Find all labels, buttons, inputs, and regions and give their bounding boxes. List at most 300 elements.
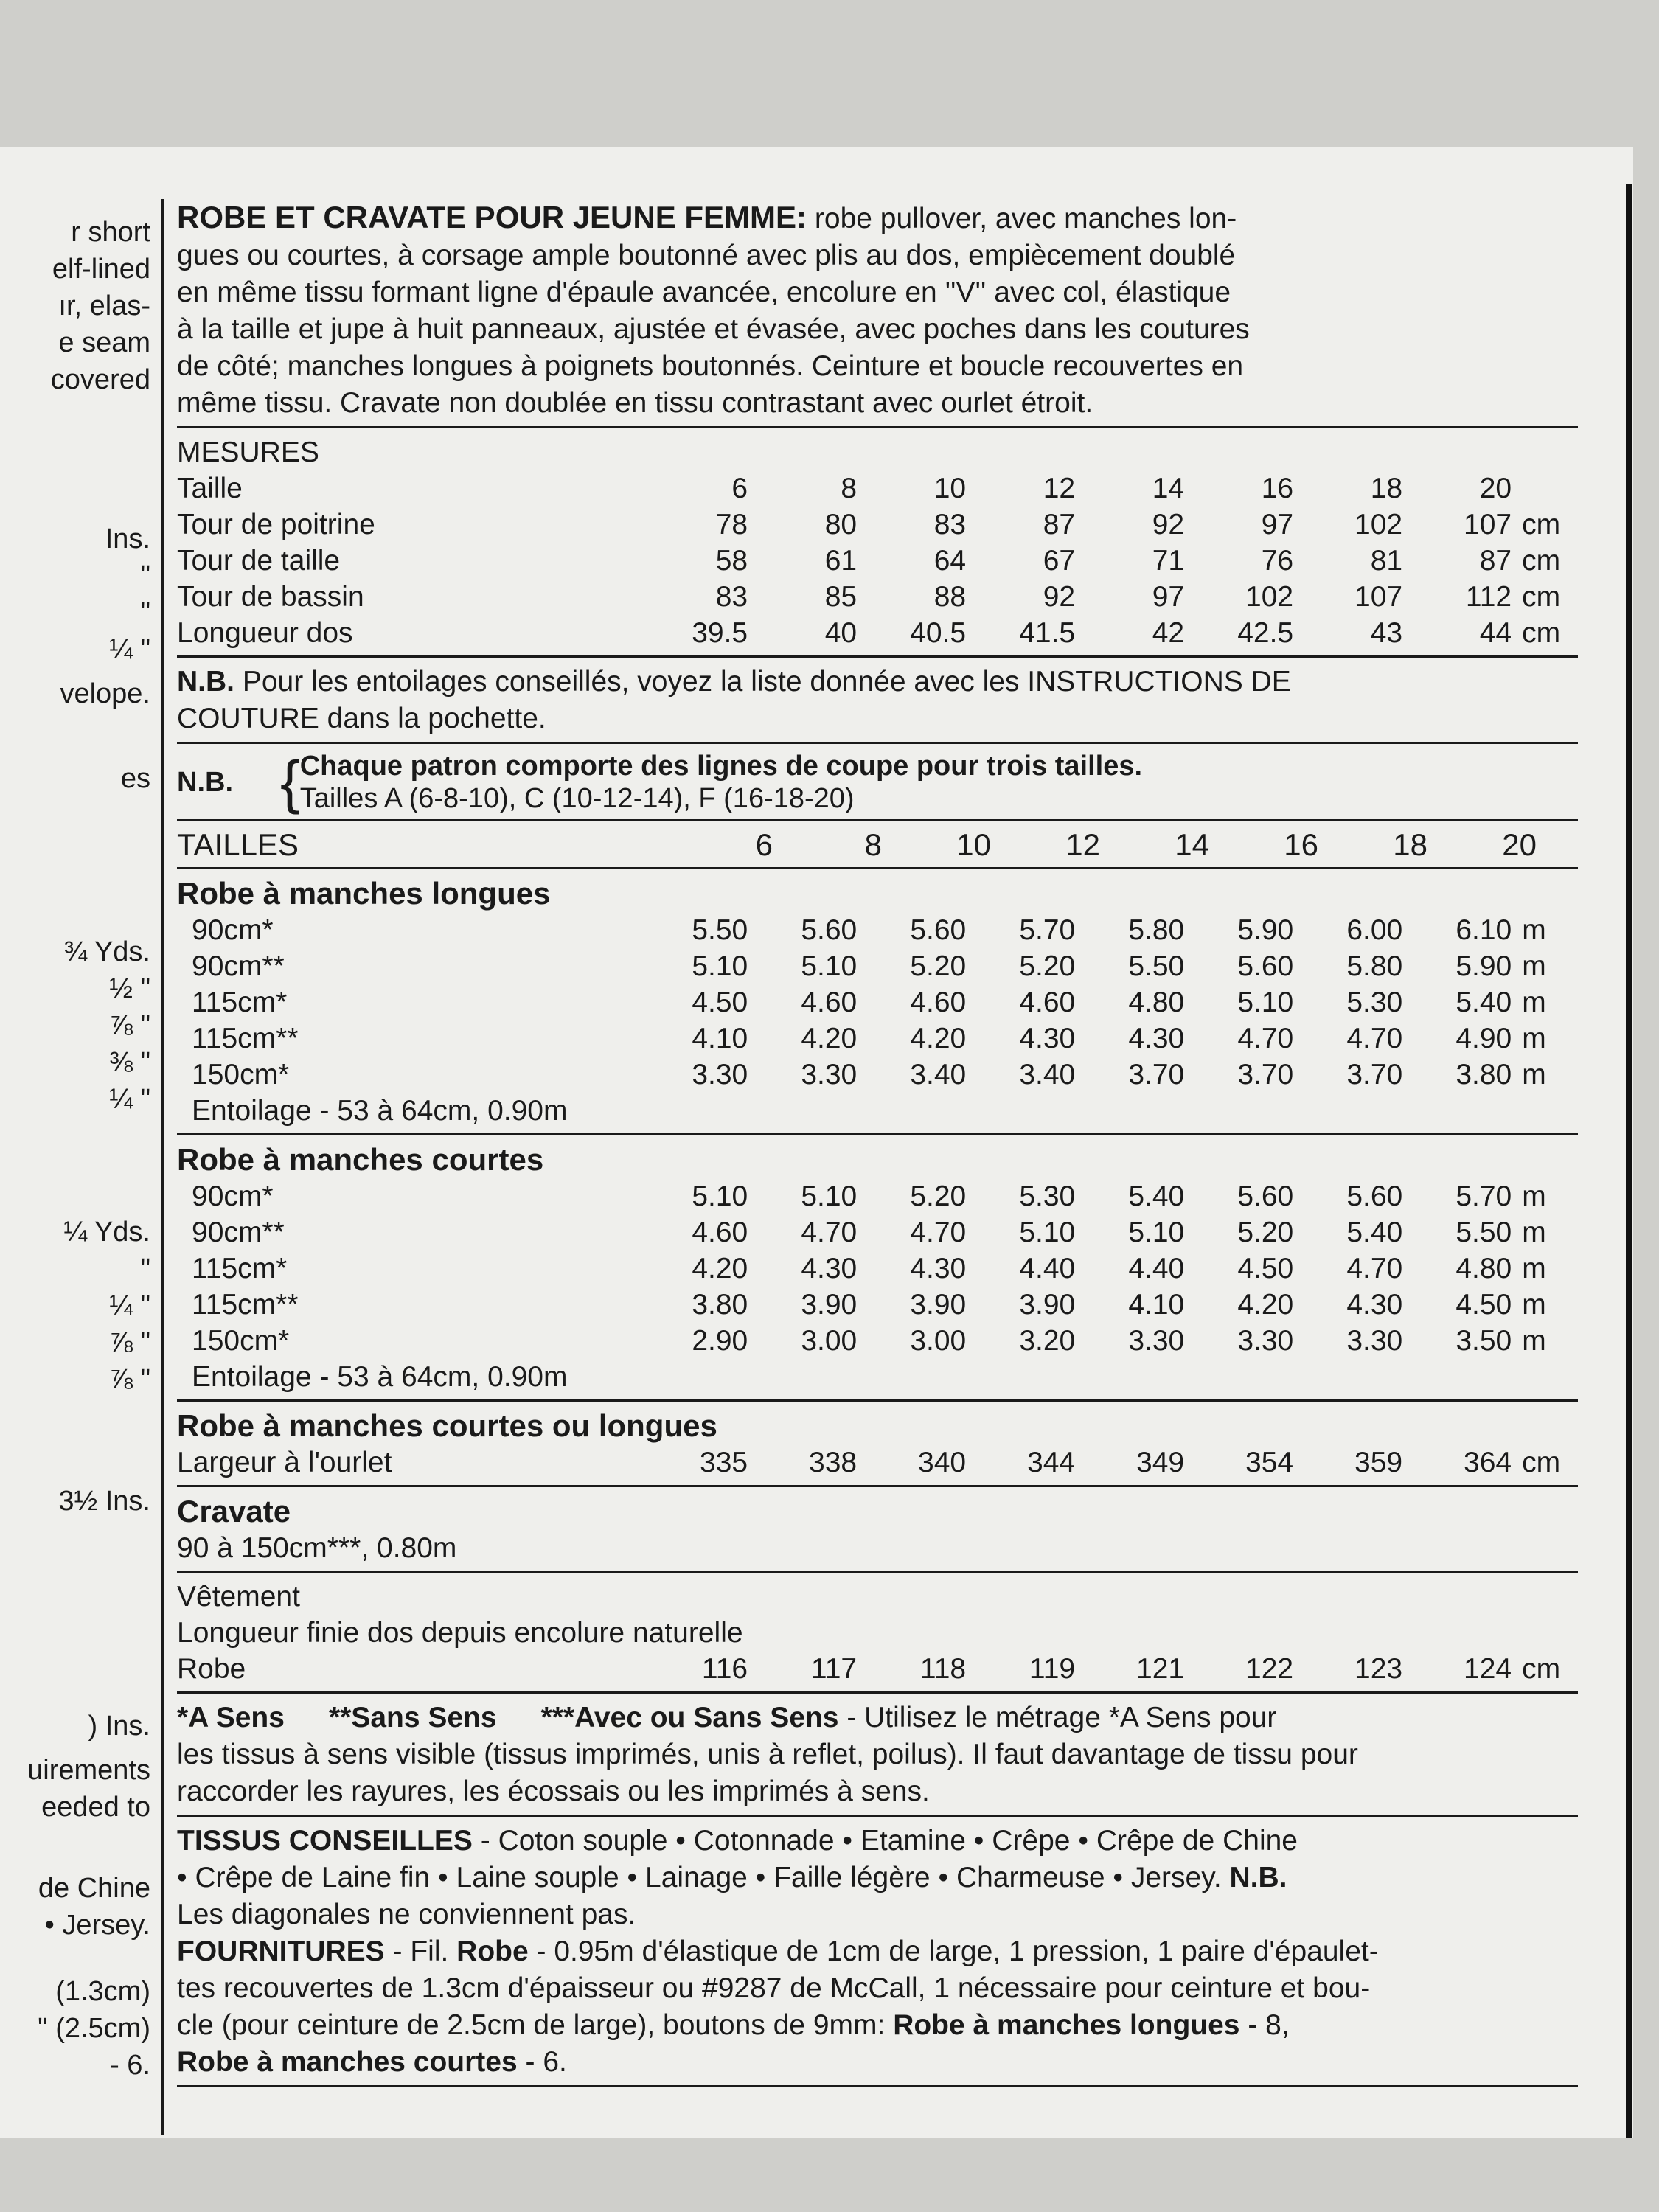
fournitures-text: - 6. [517, 2046, 567, 2078]
size-value: 6 [731, 473, 748, 504]
entoilage-text: Entoilage - 53 à 64cm, 0.90m [192, 1095, 568, 1127]
size-value: 42.5 [1237, 617, 1294, 649]
size-value: 85 [824, 581, 858, 613]
sens-note [177, 1700, 1578, 1810]
size-value: 39.5 [692, 617, 748, 649]
size-value: 3.70 [1128, 1059, 1185, 1091]
left-text: ¼ Yds. [63, 1217, 150, 1248]
left-column-fragment [0, 199, 155, 2131]
unit: cm [1522, 581, 1561, 613]
size-value: 4.40 [1128, 1253, 1185, 1284]
divider [177, 819, 1578, 821]
left-text: " [140, 1253, 150, 1284]
table-row [177, 912, 1578, 948]
size-value: 4.70 [1346, 1253, 1403, 1284]
ourlet-row [177, 1444, 1578, 1481]
size-value: 92 [1152, 509, 1185, 540]
left-text: • Jersey. [44, 1910, 150, 1941]
size-value: 80 [824, 509, 858, 540]
entoilage-row [177, 1093, 1578, 1129]
left-text: " (2.5cm) [38, 2013, 150, 2044]
size-value: 354 [1245, 1447, 1294, 1478]
size-value: 5.10 [1128, 1217, 1185, 1248]
size-value: 3.70 [1346, 1059, 1403, 1091]
fournitures-robe: Robe [456, 1935, 529, 1967]
size-value: 4.50 [1455, 1289, 1512, 1321]
size-value: 3.00 [801, 1325, 858, 1357]
vetement-text: Vêtement [177, 1581, 300, 1613]
size-value: 12 [1065, 827, 1100, 862]
size-value: 4.20 [1237, 1289, 1294, 1321]
size-value: 16 [1261, 473, 1294, 504]
pattern-info-panel [177, 199, 1578, 2093]
nb-text: COUTURE dans la pochette. [177, 703, 546, 734]
size-value: 3.30 [1237, 1325, 1294, 1357]
section-title: MESURES [177, 437, 319, 468]
table-row [177, 984, 1578, 1020]
size-value: 5.10 [692, 950, 748, 982]
size-value: 5.60 [1237, 950, 1294, 982]
size-value: 4.70 [910, 1217, 967, 1248]
nb-entoilages [177, 664, 1578, 737]
size-value: 71 [1152, 545, 1185, 577]
unit: m [1522, 1325, 1546, 1357]
table-row [177, 1251, 1578, 1287]
size-value: 5.10 [1019, 1217, 1076, 1248]
divider [177, 655, 1578, 658]
section-title: Robe à manches longues [177, 876, 551, 911]
tailles-label: TAILLES [177, 827, 299, 862]
unit: cm [1522, 1447, 1561, 1478]
size-value: 5.50 [692, 914, 748, 946]
unit: m [1522, 950, 1546, 982]
size-value: 5.10 [801, 1180, 858, 1212]
size-value: 87 [1479, 545, 1512, 577]
left-text: ır, elas- [58, 291, 150, 321]
nb-line: Tailles A (6-8-10), C (10-12-14), F (16-18-20) [299, 783, 855, 814]
brace-glyph: { [280, 749, 300, 815]
size-value: 3.80 [692, 1289, 748, 1321]
sheet-right-border [1626, 184, 1632, 2138]
unit: cm [1522, 509, 1561, 540]
unit: cm [1522, 1653, 1561, 1685]
size-value: 349 [1136, 1447, 1185, 1478]
size-value: 123 [1354, 1653, 1403, 1685]
size-value: 14 [1175, 827, 1209, 862]
size-value: 76 [1261, 545, 1294, 577]
table-row [177, 1057, 1578, 1093]
size-value: 4.70 [1237, 1023, 1294, 1054]
size-value: 3.90 [1019, 1289, 1076, 1321]
courtes-table [177, 1178, 1578, 1359]
table-row [177, 579, 1578, 615]
size-value: 87 [1043, 509, 1076, 540]
divider [177, 867, 1578, 869]
tissus-text: Les diagonales ne conviennent pas. [177, 1899, 636, 1930]
unit: cm [1522, 617, 1561, 649]
size-value: 5.60 [801, 914, 858, 946]
table-row [177, 615, 1578, 651]
left-text: " [140, 597, 150, 628]
section-title: Cravate [177, 1494, 291, 1528]
row-label: Longueur dos [177, 617, 353, 649]
fournitures [177, 1933, 1578, 2081]
size-value: 5.60 [910, 914, 967, 946]
description-line: de côté; manches longues à poignets boutonnés. Ceinture et boucle recouvertes en [177, 350, 1244, 382]
fournitures-text: - 0.95m d'élastique de 1cm de large, 1 pression, 1 paire d'épaulet- [528, 1935, 1379, 1967]
size-value: 4.60 [910, 987, 967, 1018]
size-value: 16 [1284, 827, 1318, 862]
size-value: 42 [1152, 617, 1185, 649]
size-value: 5.10 [1237, 987, 1294, 1018]
size-value: 5.40 [1455, 987, 1512, 1018]
table-row [177, 470, 1578, 507]
size-value: 88 [933, 581, 967, 613]
size-value: 4.50 [692, 987, 748, 1018]
table-row [177, 543, 1578, 579]
mesures-table [177, 470, 1578, 651]
size-value: 116 [701, 1653, 748, 1685]
size-value: 5.10 [801, 950, 858, 982]
size-value: 4.30 [1346, 1289, 1403, 1321]
unit: m [1522, 914, 1546, 946]
left-text: ⅜ " [109, 1047, 150, 1078]
size-value: 4.30 [801, 1253, 858, 1284]
vetement-title [177, 1579, 1578, 1615]
size-value: 43 [1370, 617, 1403, 649]
table-row [177, 1323, 1578, 1359]
left-text: ⅞ " [109, 1010, 150, 1041]
size-value: 10 [933, 473, 967, 504]
size-value: 14 [1152, 473, 1185, 504]
size-value: 102 [1354, 509, 1403, 540]
divider [177, 1691, 1578, 1694]
size-value: 3.50 [1455, 1325, 1512, 1357]
table-row [177, 1178, 1578, 1214]
size-value: 359 [1354, 1447, 1403, 1478]
left-text: e seam [58, 327, 150, 358]
size-value: 338 [809, 1447, 858, 1478]
unit: m [1522, 1289, 1546, 1321]
unit: m [1522, 1180, 1546, 1212]
size-value: 44 [1479, 617, 1512, 649]
size-value: 3.30 [1346, 1325, 1403, 1357]
unit: m [1522, 1023, 1546, 1054]
nb-tailles [177, 750, 1578, 815]
row-label: 150cm* [192, 1325, 290, 1357]
divider [177, 426, 1578, 428]
size-value: 5.20 [910, 950, 967, 982]
vetement-text: Longueur finie dos depuis encolure naturelle [177, 1617, 743, 1649]
row-label: 90cm** [192, 1217, 285, 1248]
size-value: 107 [1464, 509, 1512, 540]
size-value: 121 [1136, 1653, 1185, 1685]
left-text: eeded to [41, 1792, 150, 1823]
size-value: 119 [1029, 1653, 1076, 1685]
size-value: 5.80 [1346, 950, 1403, 982]
size-value: 3.40 [910, 1059, 967, 1091]
table-row [177, 507, 1578, 543]
left-text: ⅞ " [109, 1327, 150, 1358]
divider [177, 1399, 1578, 1402]
size-value: 3.00 [910, 1325, 967, 1357]
divider [177, 2085, 1578, 2087]
size-value: 18 [1370, 473, 1403, 504]
left-text: es [120, 763, 150, 794]
size-value: 6 [755, 827, 773, 862]
size-value: 4.50 [1237, 1253, 1294, 1284]
size-value: 6.00 [1346, 914, 1403, 946]
size-value: 97 [1152, 581, 1185, 613]
size-value: 8 [841, 473, 858, 504]
nb-label: N.B. [177, 666, 234, 698]
vetement-subtitle [177, 1615, 1578, 1651]
size-value: 3.70 [1237, 1059, 1294, 1091]
left-text: r short [71, 217, 150, 248]
size-value: 122 [1245, 1653, 1294, 1685]
size-value: 6.10 [1455, 914, 1512, 946]
size-value: 5.70 [1455, 1180, 1512, 1212]
size-value: 5.30 [1346, 987, 1403, 1018]
size-value: 5.50 [1455, 1217, 1512, 1248]
tissus-text: - Coton souple • Cotonnade • Etamine • Crêpe • Crêpe de Chine [472, 1825, 1298, 1857]
size-value: 83 [715, 581, 748, 613]
unit: cm [1522, 545, 1561, 577]
size-value: 4.70 [1346, 1023, 1403, 1054]
size-value: 5.90 [1237, 914, 1294, 946]
size-value: 92 [1043, 581, 1076, 613]
size-value: 41.5 [1019, 617, 1076, 649]
size-value: 3.30 [801, 1059, 858, 1091]
table-row [177, 948, 1578, 984]
size-value: 81 [1370, 545, 1403, 577]
size-value: 4.10 [1128, 1289, 1185, 1321]
row-label: Tour de bassin [177, 581, 364, 613]
row-label: Largeur à l'ourlet [177, 1447, 392, 1478]
description-line: même tissu. Cravate non doublée en tissu contrastant avec ourlet étroit. [177, 387, 1093, 419]
divider [177, 742, 1578, 744]
garment-title: ROBE ET CRAVATE POUR JEUNE FEMME: [177, 200, 807, 234]
left-text: de Chine [38, 1873, 150, 1904]
size-value: 4.30 [1128, 1023, 1185, 1054]
size-value: 5.20 [1237, 1217, 1294, 1248]
description-line: en même tissu formant ligne d'épaule avancée, encolure en ''V'' avec col, élastique [177, 276, 1231, 308]
left-text: velope. [60, 678, 150, 709]
size-value: 64 [933, 545, 967, 577]
row-label: 90cm* [192, 1180, 274, 1212]
size-value: 3.40 [1019, 1059, 1076, 1091]
size-value: 5.40 [1346, 1217, 1403, 1248]
size-value: 12 [1043, 473, 1076, 504]
size-value: 364 [1464, 1447, 1512, 1478]
size-value: 4.80 [1128, 987, 1185, 1018]
left-text: ) Ins. [88, 1711, 150, 1742]
size-value: 78 [715, 509, 748, 540]
entoilage-text: Entoilage - 53 à 64cm, 0.90m [192, 1361, 568, 1393]
size-value: 344 [1027, 1447, 1076, 1478]
left-text: ⅞ " [109, 1364, 150, 1395]
divider [177, 1815, 1578, 1817]
sens-key: ***Avec ou Sans Sens [540, 1702, 839, 1733]
cravate-row [177, 1530, 1578, 1566]
size-value: 4.20 [692, 1253, 748, 1284]
size-value: 3.80 [1455, 1059, 1512, 1091]
row-label: Robe [177, 1653, 246, 1685]
size-value: 5.20 [1019, 950, 1076, 982]
description-line: robe pullover, avec manches lon- [807, 203, 1237, 234]
size-value: 8 [864, 827, 882, 862]
sens-key: *A Sens [177, 1702, 285, 1733]
fournitures-title: FOURNITURES [177, 1935, 385, 1967]
row-label: Tour de taille [177, 545, 341, 577]
left-text: uirements [27, 1755, 150, 1786]
nb-line: Chaque patron comporte des lignes de coupe pour trois tailles. [299, 751, 1143, 782]
size-value: 5.40 [1128, 1180, 1185, 1212]
tissus-title: TISSUS CONSEILLES [177, 1825, 473, 1857]
row-label: 115cm* [192, 987, 288, 1018]
section-title: Robe à manches courtes [177, 1142, 544, 1177]
size-value: 20 [1502, 827, 1537, 862]
description [177, 199, 1578, 422]
column-divider [161, 199, 164, 2135]
size-value: 67 [1043, 545, 1076, 577]
tissus-text: • Crêpe de Laine fin • Laine souple • Lainage • Faille légère • Charmeuse • Jersey. [177, 1862, 1230, 1893]
size-value: 340 [918, 1447, 967, 1478]
cravate-text: 90 à 150cm***, 0.80m [177, 1532, 457, 1564]
vetement-row [177, 1651, 1578, 1687]
size-value: 20 [1479, 473, 1512, 504]
size-value: 2.90 [692, 1325, 748, 1357]
longues-table [177, 912, 1578, 1093]
size-value: 4.70 [801, 1217, 858, 1248]
table-row [177, 1287, 1578, 1323]
left-text: - 6. [110, 2050, 150, 2081]
divider [177, 1133, 1578, 1135]
row-label: 90cm* [192, 914, 274, 946]
size-value: 4.60 [1019, 987, 1076, 1018]
size-value: 124 [1464, 1653, 1512, 1685]
size-value: 107 [1354, 581, 1403, 613]
size-value: 335 [700, 1447, 748, 1478]
row-label: 115cm* [192, 1253, 288, 1284]
sens-text: - Utilisez le métrage *A Sens pour [838, 1702, 1277, 1733]
nb-label: N.B. [1229, 1862, 1287, 1893]
size-value: 4.20 [910, 1023, 967, 1054]
size-value: 4.20 [801, 1023, 858, 1054]
size-value: 18 [1393, 827, 1427, 862]
size-value: 4.80 [1455, 1253, 1512, 1284]
unit: m [1522, 1217, 1546, 1248]
size-value: 4.90 [1455, 1023, 1512, 1054]
size-value: 58 [715, 545, 748, 577]
unit: m [1522, 1059, 1546, 1091]
size-value: 112 [1465, 581, 1512, 613]
row-label: 90cm** [192, 950, 285, 982]
description-line: à la taille et jupe à huit panneaux, ajustée et évasée, avec poches dans les coutures [177, 313, 1250, 345]
size-value: 83 [933, 509, 967, 540]
size-value: 5.60 [1346, 1180, 1403, 1212]
size-value: 5.30 [1019, 1180, 1076, 1212]
left-text: ¼ " [109, 1084, 150, 1115]
size-value: 5.50 [1128, 950, 1185, 982]
left-text: (1.3cm) [55, 1976, 150, 2007]
size-value: 10 [956, 827, 991, 862]
size-value: 3.30 [692, 1059, 748, 1091]
unit: m [1522, 1253, 1546, 1284]
tailles-header [177, 827, 1578, 863]
size-value: 40.5 [910, 617, 967, 649]
size-value: 5.90 [1455, 950, 1512, 982]
size-value: 97 [1261, 509, 1294, 540]
table-row [177, 1214, 1578, 1251]
size-value: 4.60 [692, 1217, 748, 1248]
size-value: 3.90 [910, 1289, 967, 1321]
unit: m [1522, 987, 1546, 1018]
description-line: gues ou courtes, à corsage ample boutonné avec plis au dos, empiècement doublé [177, 240, 1236, 271]
left-text: Ins. [105, 524, 150, 554]
size-value: 102 [1245, 581, 1294, 613]
row-label: Tour de poitrine [177, 509, 375, 540]
divider [177, 1485, 1578, 1487]
fournitures-courtes: Robe à manches courtes [177, 2046, 518, 2078]
sens-text: raccorder les rayures, les écossais ou les imprimés à sens. [177, 1775, 930, 1807]
left-text: elf-lined [52, 254, 150, 285]
size-value: 4.30 [1019, 1023, 1076, 1054]
left-text: " [140, 560, 150, 591]
sens-text: les tissus à sens visible (tissus imprimés, unis à reflet, poilus). Il faut davantage de tissu pour [177, 1739, 1358, 1770]
size-value: 3.20 [1019, 1325, 1076, 1357]
size-value: 5.10 [692, 1180, 748, 1212]
size-value: 3.30 [1128, 1325, 1185, 1357]
row-label: 115cm** [192, 1023, 299, 1054]
section-title: Robe à manches courtes ou longues [177, 1408, 717, 1443]
left-text: ¾ Yds. [63, 936, 150, 967]
size-value: 117 [810, 1653, 858, 1685]
size-value: 5.60 [1237, 1180, 1294, 1212]
size-value: 118 [919, 1653, 967, 1685]
tissus-conseilles [177, 1823, 1578, 1933]
size-value: 4.60 [801, 987, 858, 1018]
mesures-title [177, 434, 1578, 470]
size-value: 4.10 [692, 1023, 748, 1054]
sens-key: **Sans Sens [328, 1702, 497, 1733]
size-value: 4.40 [1019, 1253, 1076, 1284]
left-text: 3½ Ins. [58, 1486, 150, 1517]
fournitures-text: tes recouvertes de 1.3cm d'épaisseur ou #9287 de McCall, 1 nécessaire pour ceinture et bou- [177, 1972, 1371, 2004]
divider [177, 1571, 1578, 1573]
fournitures-text: - Fil. [384, 1935, 457, 1967]
size-value: 4.30 [910, 1253, 967, 1284]
size-value: 5.70 [1019, 914, 1076, 946]
row-label: 150cm* [192, 1059, 290, 1091]
nb-label: N.B. [177, 766, 233, 798]
row-label: Taille [177, 473, 243, 504]
row-label: 115cm** [192, 1289, 299, 1321]
left-text: ½ " [109, 973, 150, 1004]
fournitures-longues: Robe à manches longues [893, 2009, 1240, 2041]
nb-text: Pour les entoilages conseillés, voyez la liste donnée avec les INSTRUCTIONS DE [234, 666, 1291, 698]
fournitures-text: cle (pour ceinture de 2.5cm de large), boutons de 9mm: [177, 2009, 894, 2041]
fournitures-text: - 8, [1239, 2009, 1290, 2041]
size-value: 5.20 [910, 1180, 967, 1212]
size-value: 61 [824, 545, 858, 577]
size-value: 3.90 [801, 1289, 858, 1321]
left-text: ¼ " [109, 634, 150, 665]
left-text: ¼ " [109, 1290, 150, 1321]
size-value: 40 [824, 617, 858, 649]
entoilage-row [177, 1359, 1578, 1395]
left-text: covered [50, 364, 150, 395]
